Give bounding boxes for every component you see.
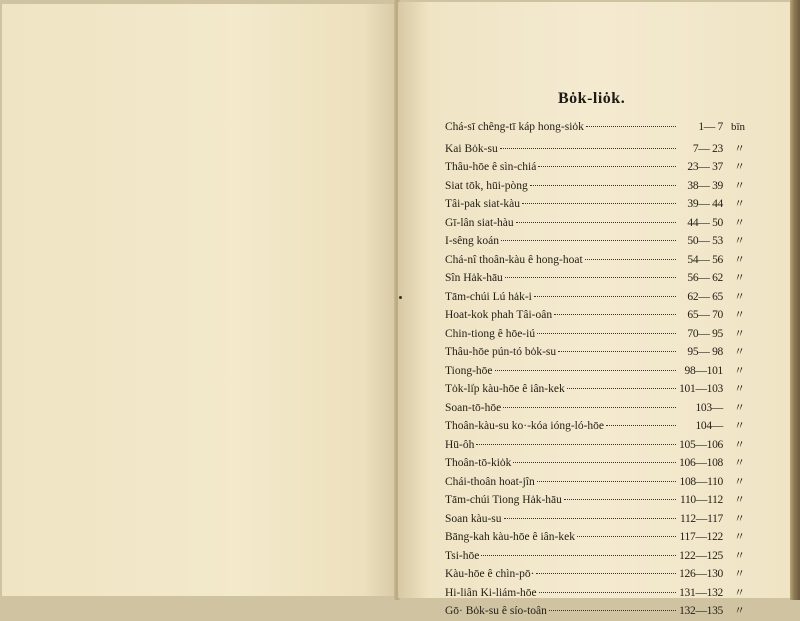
toc-entry-pages: 50— 53 bbox=[687, 235, 723, 247]
dot-leader bbox=[534, 296, 676, 297]
toc-entry-pages: 117—122 bbox=[679, 531, 723, 543]
toc-entry-pages: 7— 23 bbox=[692, 142, 723, 155]
left-page bbox=[2, 4, 395, 596]
toc-entry-pages: 62— 65 bbox=[687, 290, 723, 303]
toc-entry-pages: 98—101 bbox=[684, 364, 723, 377]
dot-leader bbox=[539, 592, 676, 593]
toc-entry-unit: 〃 bbox=[734, 290, 745, 303]
toc-entry-pages: 56— 62 bbox=[687, 272, 723, 284]
toc-entry bbox=[445, 417, 745, 436]
toc-entry-pages: 108—110 bbox=[679, 475, 723, 488]
dot-leader bbox=[585, 259, 676, 260]
toc-entry bbox=[445, 380, 745, 399]
dot-leader bbox=[495, 370, 677, 371]
toc-entry-title: Thoân-tō-kiȯk bbox=[445, 457, 512, 469]
toc-entry-unit: 〃 bbox=[734, 309, 745, 321]
toc-entry-title: Gī-lân siat-hàu bbox=[445, 216, 514, 229]
toc-entry-unit: 〃 bbox=[734, 327, 745, 340]
toc-entry-title: Hoat-kok phah Tâi-oân bbox=[445, 309, 553, 321]
toc-entry-title: Kai Bȯk-su bbox=[445, 142, 498, 155]
dot-leader bbox=[577, 536, 676, 537]
toc-entry-title: Tiong-hōe bbox=[445, 364, 493, 377]
toc-entry-pages: 95— 98 bbox=[687, 346, 723, 358]
toc-entry bbox=[445, 214, 745, 233]
toc-entry-title: Soan kàu-su bbox=[445, 512, 502, 525]
toc-entry-title: Bāng-kah kàu-hōe ê iân-kek bbox=[445, 531, 575, 543]
toc-entry-title: Tām-chúi Lú hȧk-i bbox=[445, 290, 532, 303]
toc-entry bbox=[445, 343, 745, 362]
toc-entry-title: Hi-liân Ki-liám-hōe bbox=[445, 586, 537, 599]
dot-leader bbox=[536, 573, 676, 574]
toc-entry bbox=[445, 158, 745, 177]
toc-entry-pages: 23— 37 bbox=[687, 161, 723, 173]
ink-dot bbox=[399, 296, 402, 299]
toc-entry-title: Chá-nî thoân-kàu ê hong-hoat bbox=[445, 253, 583, 266]
toc-entry-unit: 〃 bbox=[734, 420, 745, 432]
toc-entry bbox=[445, 195, 745, 214]
toc-entry-unit: 〃 bbox=[734, 494, 745, 506]
toc-entry bbox=[445, 528, 745, 547]
toc-entry-unit: 〃 bbox=[734, 364, 745, 377]
toc-title: Bȯk-liȯk. bbox=[558, 90, 626, 107]
toc-entry-title: Soan-tō-hōe bbox=[445, 401, 502, 414]
toc-entry-pages: 131—132 bbox=[679, 586, 723, 599]
toc-entry-pages: 126—130 bbox=[679, 568, 723, 580]
dot-leader bbox=[554, 314, 676, 315]
toc-entry-pages: 39— 44 bbox=[687, 198, 723, 210]
dot-leader bbox=[522, 203, 676, 204]
dot-leader bbox=[558, 351, 676, 352]
toc-entry bbox=[445, 288, 745, 307]
toc-entry bbox=[445, 584, 745, 603]
toc-entry-title: Thoân-kàu-su ko·-kóa ióng-ló-hōe bbox=[445, 420, 605, 432]
toc-entry-title: Chái-thoân hoat-jîn bbox=[445, 475, 535, 488]
toc-entry-unit: 〃 bbox=[734, 605, 745, 617]
dot-leader bbox=[564, 499, 676, 500]
toc-entry bbox=[445, 399, 745, 418]
toc-entry-pages: 54— 56 bbox=[687, 253, 723, 266]
dot-leader bbox=[606, 425, 676, 426]
toc-entry bbox=[445, 547, 745, 566]
toc-entry bbox=[445, 454, 745, 473]
dot-leader bbox=[503, 407, 676, 408]
toc-entry-title: Chin-tiong ê hōe-iú bbox=[445, 327, 536, 340]
toc-entry-pages: 65— 70 bbox=[687, 309, 723, 321]
toc-entry-unit: 〃 bbox=[734, 383, 745, 395]
toc-entry-pages: 110—112 bbox=[679, 494, 723, 506]
toc-entry-pages: 122—125 bbox=[679, 549, 723, 562]
toc-entry bbox=[445, 473, 745, 492]
toc-entry-unit: 〃 bbox=[734, 346, 745, 358]
toc-entry-title: Thâu-hōe ê sìn-chiá bbox=[445, 161, 537, 173]
toc-entry-pages: 103— bbox=[695, 401, 723, 414]
toc-entry-pages: 44— 50 bbox=[687, 216, 723, 229]
toc-entry-title: Siat tōk, hūi-pòng bbox=[445, 179, 528, 192]
toc-entry-title: Tȯk-li̍p kàu-hōe ê iân-kek bbox=[445, 383, 565, 395]
toc-entry bbox=[445, 269, 745, 288]
dot-leader bbox=[538, 166, 676, 167]
toc-entry-title: Hū-ôh bbox=[445, 438, 475, 451]
toc-entry-unit: 〃 bbox=[734, 549, 745, 562]
toc-list bbox=[445, 121, 745, 621]
toc-entry bbox=[445, 306, 745, 325]
dot-leader bbox=[549, 610, 676, 611]
toc-entry-unit: 〃 bbox=[734, 142, 745, 155]
dot-leader bbox=[567, 388, 676, 389]
dot-leader bbox=[537, 333, 676, 334]
toc-entry-unit: 〃 bbox=[734, 272, 745, 284]
toc-entry-title: Tām-chúi Tiong Hȧk-hāu bbox=[445, 494, 562, 506]
toc-entry bbox=[445, 602, 745, 621]
toc-entry-unit: 〃 bbox=[734, 216, 745, 229]
toc-entry-title: Gō· Bȯk-su ê sío-toân bbox=[445, 605, 547, 617]
toc-entry bbox=[445, 436, 745, 455]
toc-entry-unit: bīn bbox=[730, 121, 745, 133]
toc-entry bbox=[445, 565, 745, 584]
dot-leader bbox=[481, 555, 676, 556]
toc-entry-unit: 〃 bbox=[734, 198, 745, 210]
toc-entry-unit: 〃 bbox=[734, 401, 745, 414]
dot-leader bbox=[530, 185, 676, 186]
dot-leader bbox=[516, 222, 676, 223]
toc-entry-unit: 〃 bbox=[734, 438, 745, 451]
toc-entry-title: Tsi-hōe bbox=[445, 549, 480, 562]
toc-entry-title: Thâu-hōe pún-tó bȯk-su bbox=[445, 346, 557, 358]
toc-entry-unit: 〃 bbox=[734, 161, 745, 173]
toc-entry bbox=[445, 251, 745, 270]
dot-leader bbox=[501, 240, 676, 241]
toc-entry-unit: 〃 bbox=[734, 512, 745, 525]
toc-entry-unit: 〃 bbox=[734, 475, 745, 488]
toc-entry-title: Chá-sī chêng-tī káp hong-siȯk bbox=[445, 121, 584, 133]
toc-entry-pages: 105—106 bbox=[679, 438, 723, 451]
toc-entry-pages: 132—135 bbox=[679, 605, 723, 617]
toc-entry bbox=[445, 325, 745, 344]
dot-leader bbox=[537, 481, 676, 482]
dot-leader bbox=[586, 126, 676, 127]
toc-entry bbox=[445, 140, 745, 159]
toc-entry bbox=[445, 177, 745, 196]
toc-entry-title: Sîn Hȧk-hāu bbox=[445, 272, 503, 284]
dot-leader bbox=[500, 148, 676, 149]
toc-entry-title: Kàu-hōe ê chìn-pō· bbox=[445, 568, 535, 580]
toc-entry-pages: 1— 7 bbox=[698, 121, 723, 133]
toc-entry-pages: 70— 95 bbox=[687, 327, 723, 340]
toc-entry-pages: 38— 39 bbox=[687, 179, 723, 192]
toc-entry-unit: 〃 bbox=[734, 568, 745, 580]
toc-entry bbox=[445, 491, 745, 510]
toc-entry-unit: 〃 bbox=[734, 179, 745, 192]
toc-entry bbox=[445, 232, 745, 251]
toc-entry-unit: 〃 bbox=[734, 235, 745, 247]
toc-entry bbox=[445, 510, 745, 529]
dot-leader bbox=[504, 518, 676, 519]
toc-entry bbox=[445, 362, 745, 381]
toc-entry-pages: 112—117 bbox=[679, 512, 723, 525]
toc-entry-title: I-sêng koán bbox=[445, 235, 499, 247]
toc-entry-pages: 106—108 bbox=[679, 457, 723, 469]
dot-leader bbox=[476, 444, 676, 445]
dot-leader bbox=[505, 277, 676, 278]
toc-entry-unit: 〃 bbox=[734, 253, 745, 266]
toc-entry-unit: 〃 bbox=[734, 586, 745, 599]
toc-entry-unit: 〃 bbox=[734, 457, 745, 469]
page-edge bbox=[790, 0, 800, 600]
dot-leader bbox=[513, 462, 676, 463]
toc-entry-title: Tâi-pak siat-kàu bbox=[445, 198, 521, 210]
toc-entry-pages: 101—103 bbox=[679, 383, 723, 395]
toc-entry bbox=[445, 121, 745, 140]
toc-entry-unit: 〃 bbox=[734, 531, 745, 543]
toc-entry-pages: 104— bbox=[695, 420, 723, 432]
